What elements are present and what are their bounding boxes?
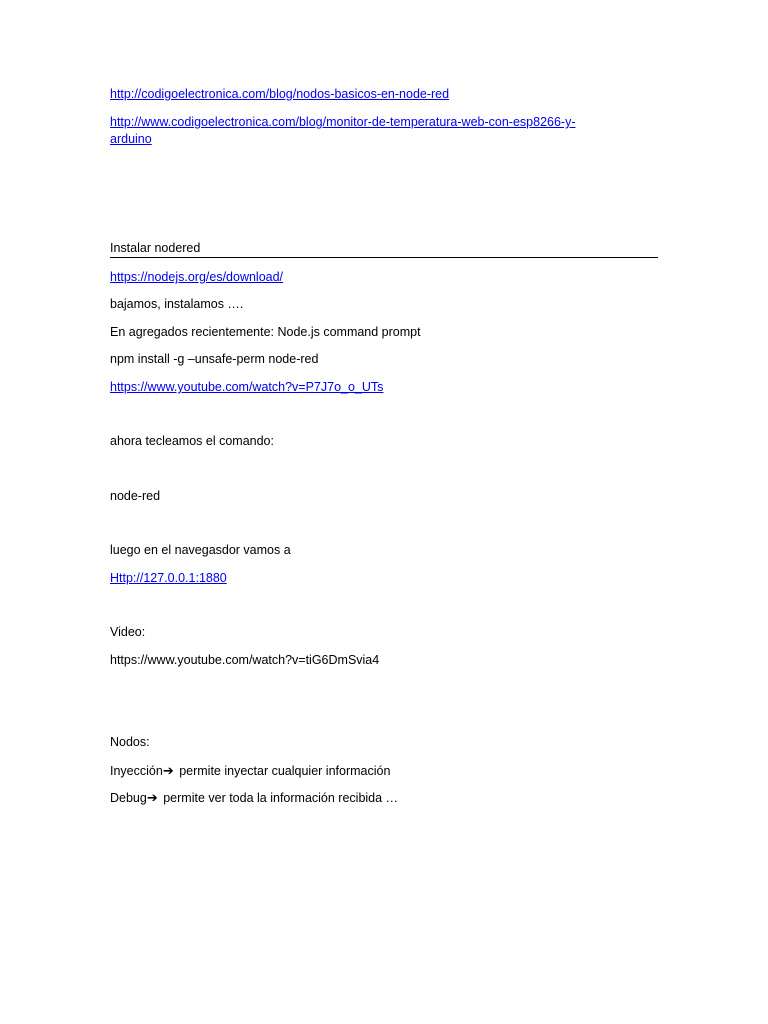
link-nodos-basicos[interactable]: http://codigoelectronica.com/blog/nodos-basicos-en-node-red — [110, 87, 450, 101]
step-type-command: ahora tecleamos el comando: — [110, 434, 274, 448]
node-item-inyeccion — [110, 762, 390, 780]
link-localhost[interactable]: Http://127.0.0.1:1880 — [110, 571, 227, 585]
node-item-debug — [110, 789, 398, 807]
link-monitor-temperatura-cont[interactable]: arduino — [110, 132, 152, 146]
link-monitor-temperatura[interactable]: http://www.codigoelectronica.com/blog/monitor-de-temperatura-web-con-esp8266-y- — [110, 115, 576, 129]
node-red-command: node-red — [110, 489, 161, 503]
arrow-right-icon: ➔ — [162, 763, 174, 778]
node-item-desc: permite inyectar cualquier información — [175, 764, 391, 778]
link-youtube-install[interactable]: https://www.youtube.com/watch?v=P7J7o_o_UTs — [110, 380, 384, 394]
step-download: bajamos, instalamos …. — [110, 297, 244, 311]
node-item-name: Debug — [110, 791, 147, 805]
step-browser: luego en el navegasdor vamos a — [110, 543, 291, 557]
nodes-heading: Nodos: — [110, 735, 150, 749]
step-command-prompt: En agregados recientemente: Node.js command prompt — [110, 325, 421, 339]
video-url: https://www.youtube.com/watch?v=tiG6DmSvia4 — [110, 653, 380, 667]
link-nodejs-download[interactable]: https://nodejs.org/es/download/ — [110, 270, 284, 284]
arrow-right-icon: ➔ — [146, 790, 158, 805]
video-label: Video: — [110, 625, 146, 639]
node-item-name: Inyección — [110, 764, 163, 778]
node-item-desc: permite ver toda la información recibida … — [159, 791, 399, 805]
npm-command: npm install -g –unsafe-perm node-red — [110, 352, 319, 366]
install-heading: Instalar nodered — [110, 241, 201, 255]
heading-underline — [110, 257, 658, 258]
